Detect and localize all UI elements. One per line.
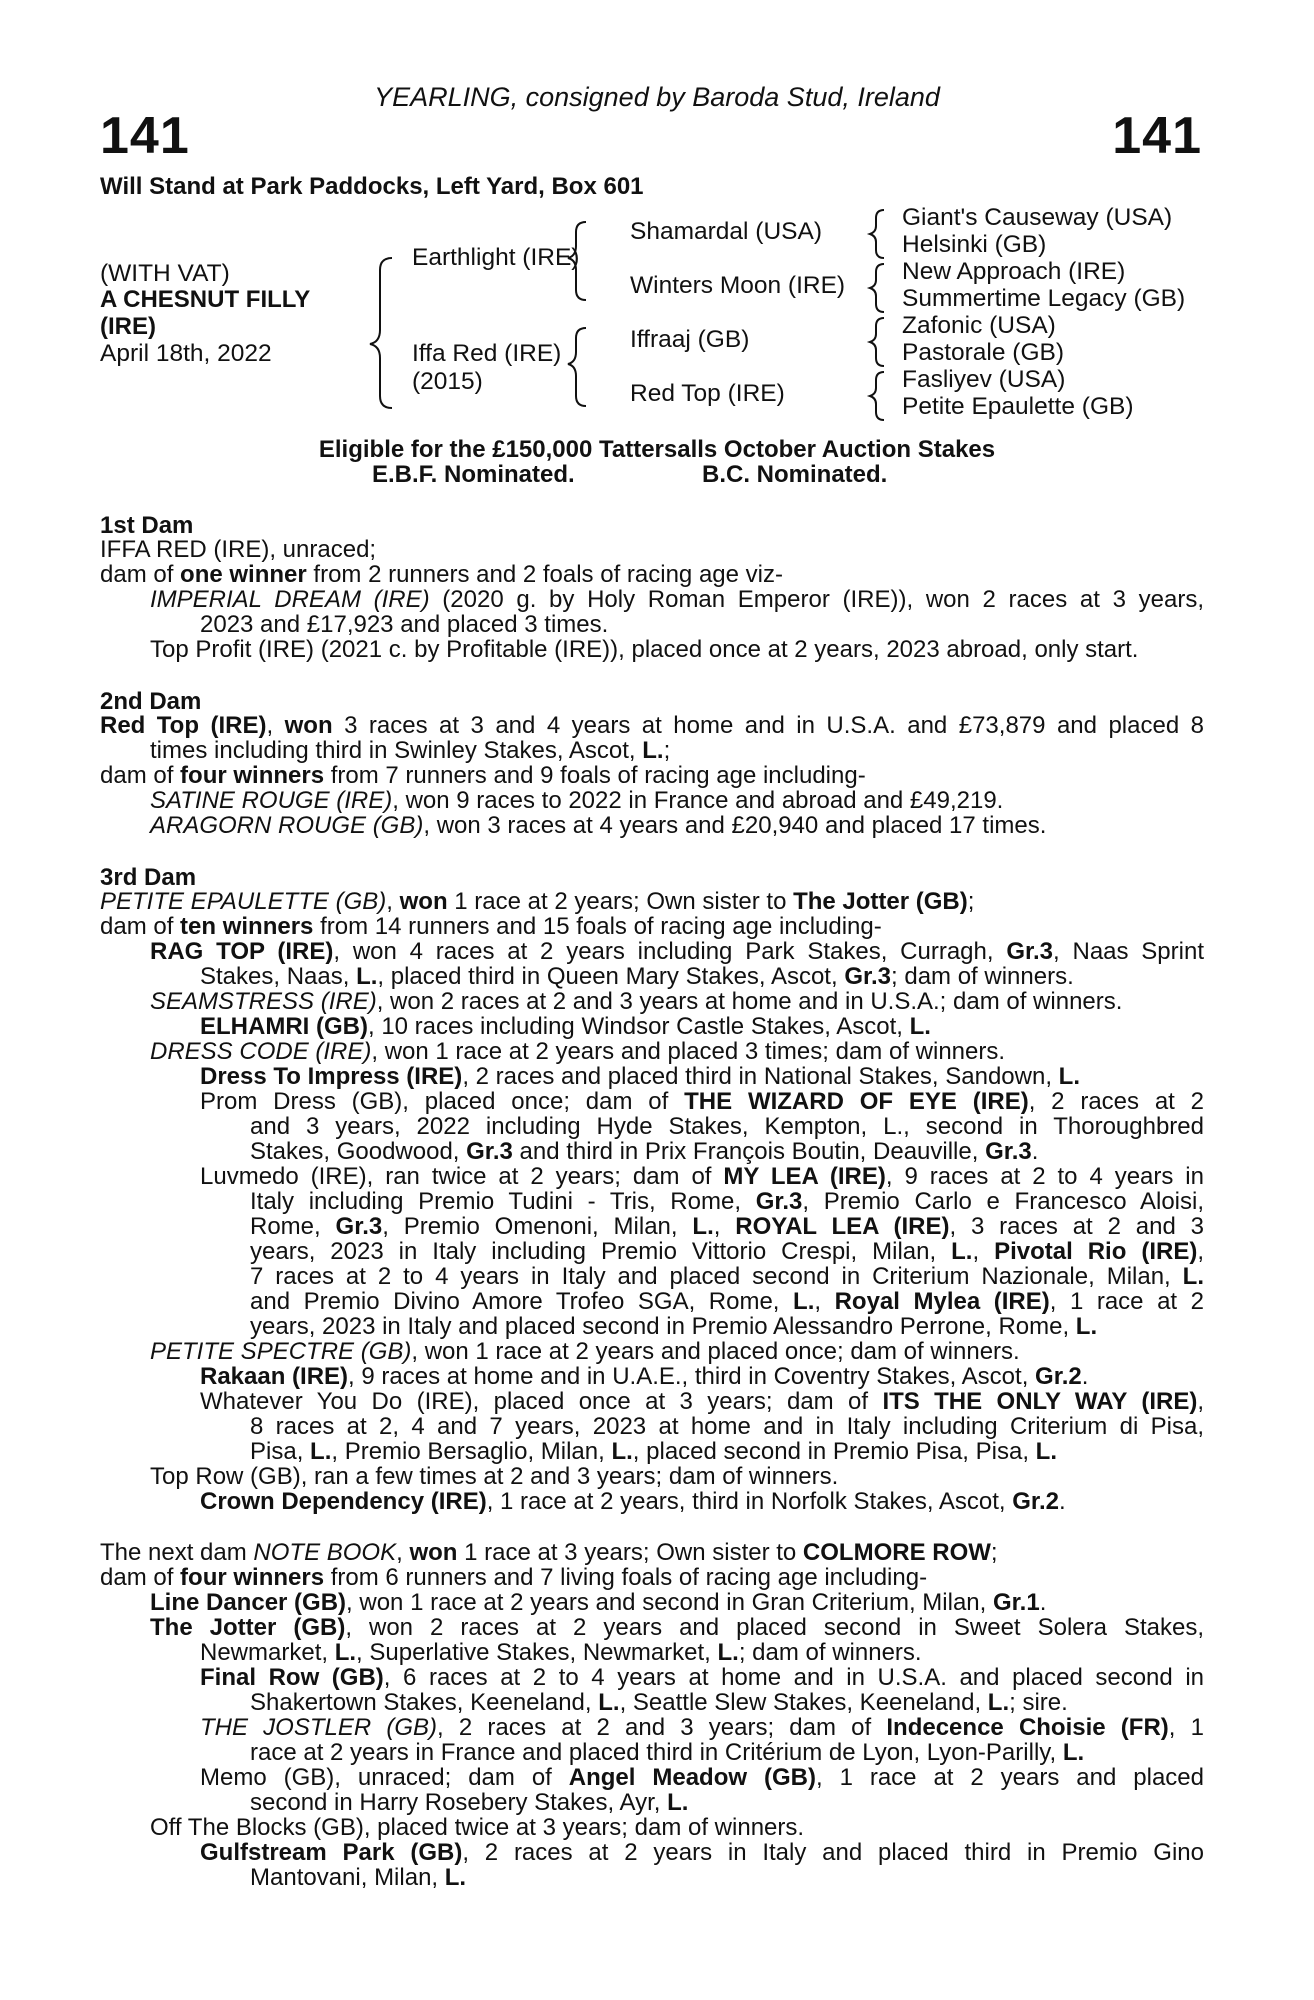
dam-sire: Iffraaj (GB) xyxy=(630,326,750,353)
next-dam-line: Shakertown Stakes, Keeneland, L., Seattle Slew Stakes, Keeneland, L.; sire. xyxy=(250,1689,1068,1716)
second-dam-line: SATINE ROUGE (IRE), won 9 races to 2022 in France and abroad and £49,219. xyxy=(150,787,1004,814)
brace-ds xyxy=(870,318,884,366)
next-dam-line: Off The Blocks (GB), placed twice at 3 years; dam of winners. xyxy=(150,1814,805,1841)
sire-sire-dam: Helsinki (GB) xyxy=(902,231,1047,258)
vat-note: (WITH VAT) xyxy=(100,260,230,287)
horse-origin: (IRE) xyxy=(100,313,156,340)
third-dam-line: PETITE SPECTRE (GB), won 1 race at 2 years and placed once; dam of winners. xyxy=(150,1338,1020,1365)
first-dam-line: Top Profit (IRE) (2021 c. by Profitable (IRE)), placed once at 2 years, 2023 abroad, only start. xyxy=(150,636,1139,663)
third-dam-line: Rome, Gr.3, Premio Omenoni, Milan, L., ROYAL LEA (IRE), 3 races at 2 and 3 xyxy=(250,1213,1205,1240)
third-dam-line: RAG TOP (IRE), won 4 races at 2 years including Park Stakes, Curragh, Gr.3, Naas Sprint xyxy=(150,938,1204,965)
bc-nomination: B.C. Nominated. xyxy=(702,461,888,488)
third-dam-line: Top Row (GB), ran a few times at 2 and 3 years; dam of winners. xyxy=(150,1463,839,1490)
second-dam-line: Red Top (IRE), won 3 races at 3 and 4 years at home and in U.S.A. and £73,879 and placed 8 xyxy=(100,712,1204,739)
catalogue-header: YEARLING, consigned by Baroda Stud, Ireland xyxy=(374,82,940,112)
third-dam-line: Prom Dress (GB), placed once; dam of THE WIZARD OF EYE (IRE), 2 races at 2 xyxy=(200,1088,1204,1115)
sire: Earthlight (IRE) xyxy=(412,244,580,271)
stand-location: Will Stand at Park Paddocks, Left Yard, Box 601 xyxy=(100,173,644,200)
third-dam-line: ELHAMRI (GB), 10 races including Windsor Castle Stakes, Ascot, L. xyxy=(200,1013,931,1040)
second-dam-line: dam of four winners from 7 runners and 9 foals of racing age including- xyxy=(100,762,866,789)
first-dam-line: IMPERIAL DREAM (IRE) (2020 g. by Holy Roman Emperor (IRE)), won 2 races at 3 years, xyxy=(150,586,1204,613)
eligibility-line: Eligible for the £150,000 Tattersalls October Auction Stakes xyxy=(318,436,996,463)
dam-sire-sire: Zafonic (USA) xyxy=(902,312,1056,339)
brace-main xyxy=(370,258,392,408)
ebf-nomination: E.B.F. Nominated. xyxy=(372,461,575,488)
second-dam-line: times including third in Swinley Stakes, Ascot, L.; xyxy=(150,737,671,764)
next-dam-line: Memo (GB), unraced; dam of Angel Meadow (GB), 1 race at 2 years and placed xyxy=(200,1764,1205,1791)
third-dam-line: and 3 years, 2022 including Hyde Stakes, Kempton, L., second in Thoroughbred xyxy=(250,1113,1204,1140)
brace-sd xyxy=(870,264,884,312)
next-dam-line: The Jotter (GB), won 2 races at 2 years and placed second in Sweet Solera Stakes, xyxy=(150,1614,1204,1641)
third-dam-line: Luvmedo (IRE), ran twice at 2 years; dam of MY LEA (IRE), 9 races at 2 to 4 years in xyxy=(200,1163,1204,1190)
dam-dam-dam: Petite Epaulette (GB) xyxy=(902,393,1134,420)
second-dam-line: ARAGORN ROUGE (GB), won 3 races at 4 years and £20,940 and placed 17 times. xyxy=(150,812,1047,839)
third-dam-line: Italy including Premio Tudini - Tris, Rome, Gr.3, Premio Carlo e Francesco Aloisi, xyxy=(250,1188,1204,1215)
first-dam-heading: 1st Dam xyxy=(100,512,194,539)
third-dam-line: Stakes, Goodwood, Gr.3 and third in Prix François Boutin, Deauville, Gr.3. xyxy=(250,1138,1039,1165)
third-dam-line: dam of ten winners from 14 runners and 15 foals of racing age including- xyxy=(100,913,882,940)
sire-sire: Shamardal (USA) xyxy=(630,218,822,245)
brace-dam xyxy=(568,328,586,406)
brace-ss xyxy=(870,210,884,258)
lot-number-left: 141 xyxy=(100,107,190,165)
brace-dd xyxy=(870,372,884,420)
third-dam-line: Stakes, Naas, L., placed third in Queen Mary Stakes, Ascot, Gr.3; dam of winners. xyxy=(200,963,1074,990)
third-dam-line: 7 races at 2 to 4 years in Italy and placed second in Criterium Nazionale, Milan, L. xyxy=(250,1263,1204,1290)
third-dam-line: years, 2023 in Italy including Premio Vittorio Crespi, Milan, L., Pivotal Rio (IRE), xyxy=(250,1238,1204,1265)
sire-dam: Winters Moon (IRE) xyxy=(630,272,846,299)
third-dam-line: and Premio Divino Amore Trofeo SGA, Rome, L., Royal Mylea (IRE), 1 race at 2 xyxy=(250,1288,1204,1315)
third-dam-heading: 3rd Dam xyxy=(100,864,197,891)
next-dam-line: THE JOSTLER (GB), 2 races at 2 and 3 years; dam of Indecence Choisie (FR), 1 xyxy=(200,1714,1204,1741)
third-dam-line: Whatever You Do (IRE), placed once at 3 years; dam of ITS THE ONLY WAY (IRE), xyxy=(200,1388,1205,1415)
next-dam-line: Newmarket, L., Superlative Stakes, Newmarket, L.; dam of winners. xyxy=(200,1639,922,1666)
dam-sire-dam: Pastorale (GB) xyxy=(902,339,1065,366)
next-dam-line: second in Harry Rosebery Stakes, Ayr, L. xyxy=(250,1789,689,1816)
dam: Iffa Red (IRE) xyxy=(412,340,562,367)
next-dam-line: race at 2 years in France and placed third in Critérium de Lyon, Lyon-Parilly, L. xyxy=(250,1739,1085,1766)
sire-sire-sire: Giant's Causeway (USA) xyxy=(902,204,1173,231)
sire-dam-dam: Summertime Legacy (GB) xyxy=(902,285,1186,312)
third-dam-line: Rakaan (IRE), 9 races at home and in U.A.E., third in Coventry Stakes, Ascot, Gr.2. xyxy=(200,1363,1089,1390)
third-dam-line: 8 races at 2, 4 and 7 years, 2023 at home and in Italy including Criterium di Pisa, xyxy=(250,1413,1204,1440)
next-dam-line: dam of four winners from 6 runners and 7 living foals of racing age including- xyxy=(100,1564,928,1591)
third-dam-line: years, 2023 in Italy and placed second in Premio Alessandro Perrone, Rome, L. xyxy=(250,1313,1098,1340)
third-dam-line: DRESS CODE (IRE), won 1 race at 2 years and placed 3 times; dam of winners. xyxy=(150,1038,1006,1065)
dam-year: (2015) xyxy=(412,368,483,395)
date-of-birth: April 18th, 2022 xyxy=(100,340,272,367)
first-dam-line: dam of one winner from 2 runners and 2 foals of racing age viz- xyxy=(100,561,783,588)
next-dam-line: Gulfstream Park (GB), 2 races at 2 years in Italy and placed third in Premio Gino xyxy=(200,1839,1204,1866)
next-dam-line: The next dam NOTE BOOK, won 1 race at 3 years; Own sister to COLMORE ROW; xyxy=(100,1539,998,1566)
horse-name: A CHESNUT FILLY xyxy=(100,286,311,313)
second-dam-heading: 2nd Dam xyxy=(100,688,202,715)
dam-dam: Red Top (IRE) xyxy=(630,380,785,407)
first-dam-line: 2023 and £17,923 and placed 3 times. xyxy=(200,611,609,638)
third-dam-line: PETITE EPAULETTE (GB), won 1 race at 2 years; Own sister to The Jotter (GB); xyxy=(100,888,975,915)
next-dam-line: Mantovani, Milan, L. xyxy=(250,1864,467,1891)
dam-dam-sire: Fasliyev (USA) xyxy=(902,366,1066,393)
lot-number-right: 141 xyxy=(1112,107,1202,165)
next-dam-line: Final Row (GB), 6 races at 2 to 4 years at home and in U.S.A. and placed second in xyxy=(200,1664,1205,1691)
third-dam-line: Dress To Impress (IRE), 2 races and placed third in National Stakes, Sandown, L. xyxy=(200,1063,1080,1090)
first-dam-line: IFFA RED (IRE), unraced; xyxy=(100,536,377,563)
third-dam-line: Pisa, L., Premio Bersaglio, Milan, L., placed second in Premio Pisa, Pisa, L. xyxy=(250,1438,1057,1465)
next-dam-line: Line Dancer (GB), won 1 race at 2 years and second in Gran Criterium, Milan, Gr.1. xyxy=(150,1589,1047,1616)
sire-dam-sire: New Approach (IRE) xyxy=(902,258,1126,285)
third-dam-line: Crown Dependency (IRE), 1 race at 2 years, third in Norfolk Stakes, Ascot, Gr.2. xyxy=(200,1488,1066,1515)
third-dam-line: SEAMSTRESS (IRE), won 2 races at 2 and 3 years at home and in U.S.A.; dam of winners. xyxy=(150,988,1123,1015)
